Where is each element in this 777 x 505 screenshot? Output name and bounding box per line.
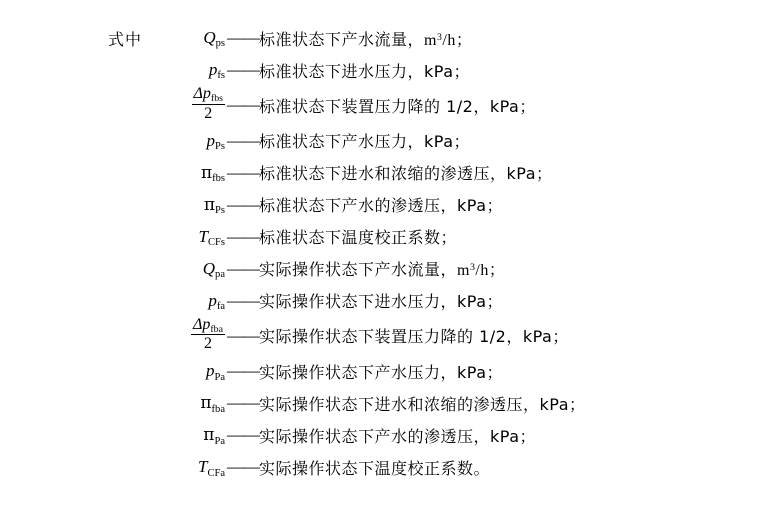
symbol-q-ps: $Q_{ps}$ <box>203 28 225 50</box>
definition-row <box>0 54 777 86</box>
definition-row <box>0 387 777 419</box>
em-dash-separator: —— <box>227 425 259 445</box>
definition-text: 实际操作状态下装置压力降的 1/2，kPa； <box>259 327 569 347</box>
em-dash-separator: —— <box>227 95 259 115</box>
definition-row <box>0 253 777 285</box>
em-dash-separator: —— <box>227 60 259 79</box>
definition-row <box>0 355 777 387</box>
symbol-t-cfa: $T_{CFa}$ <box>197 457 225 479</box>
definition-text: 标准状态下产水流量，$m^3/h$； <box>259 29 473 49</box>
formula-intro-label: 式中 <box>108 30 143 49</box>
definition-text: 标准状态下进水压力，kPa； <box>259 61 471 81</box>
definition-row <box>0 125 777 157</box>
definition-text: 标准状态下产水压力，kPa； <box>259 132 471 152</box>
em-dash-separator: —— <box>227 258 259 278</box>
unit-expression: $m^3/h$ <box>457 262 489 280</box>
definition-row <box>0 189 777 221</box>
em-dash-separator: —— <box>227 28 259 47</box>
symbol-π-pa: $\pi_{Pa}$ <box>203 425 225 447</box>
em-dash-separator: —— <box>227 130 259 150</box>
symbol-π-fbs: $\pi_{fbs}$ <box>200 162 225 184</box>
definition-row <box>0 285 777 317</box>
em-dash-separator: —— <box>227 361 259 381</box>
definition-text: 标准状态下产水的渗透压，kPa； <box>259 196 504 216</box>
definition-row <box>0 451 777 483</box>
definition-text: 标准状态下装置压力降的 1/2，kPa； <box>259 96 536 116</box>
symbol-p-fa: $p_{fa}$ <box>208 290 225 312</box>
symbol-p-pa: $p_{Pa}$ <box>205 361 225 383</box>
em-dash-separator: —— <box>227 194 259 214</box>
em-dash-separator: —— <box>227 226 259 246</box>
definition-row <box>0 86 777 125</box>
symbol-t-cfs: $T_{CFs}$ <box>198 226 225 248</box>
symbol-p-fs: $p_{fs}$ <box>208 60 225 82</box>
definition-text: 实际操作状态下产水流量，$m^3/h$； <box>259 260 506 280</box>
em-dash-separator: —— <box>227 325 259 345</box>
symbol-p-ps: $p_{Ps}$ <box>206 130 225 152</box>
symbol-δp-fba: $\frac{\Delta p_{fba}}{2}$ <box>192 315 223 353</box>
em-dash-separator: —— <box>227 290 259 310</box>
symbol-π-ps: $\pi_{Ps}$ <box>203 194 225 216</box>
symbol-δp-fbs: $\frac{\Delta p_{fbs}}{2}$ <box>193 85 223 122</box>
em-dash-separator: —— <box>227 457 259 477</box>
definition-text: 实际操作状态下产水的渗透压，kPa； <box>259 426 537 446</box>
definition-row <box>0 157 777 189</box>
symbol-q-pa: $Q_{pa}$ <box>202 258 225 280</box>
definition-text: 标准状态下进水和浓缩的渗透压，kPa； <box>259 164 553 184</box>
definition-row <box>0 317 777 356</box>
definition-text: 实际操作状态下温度校正系数。 <box>259 458 491 478</box>
em-dash-separator: —— <box>227 162 259 182</box>
em-dash-separator: —— <box>227 393 259 413</box>
definition-text: 实际操作状态下进水压力，kPa； <box>259 292 504 312</box>
definition-row <box>0 419 777 451</box>
unit-expression: $m^3/h$ <box>424 31 456 49</box>
symbol-π-fba: $\pi_{fba}$ <box>200 393 225 415</box>
definition-text: 实际操作状态下进水和浓缩的渗透压，kPa； <box>259 394 586 414</box>
symbol-definition-list <box>0 22 777 483</box>
definition-row <box>0 221 777 253</box>
definition-text: 实际操作状态下产水压力，kPa； <box>259 362 504 382</box>
definition-text: 标准状态下温度校正系数； <box>259 228 458 248</box>
